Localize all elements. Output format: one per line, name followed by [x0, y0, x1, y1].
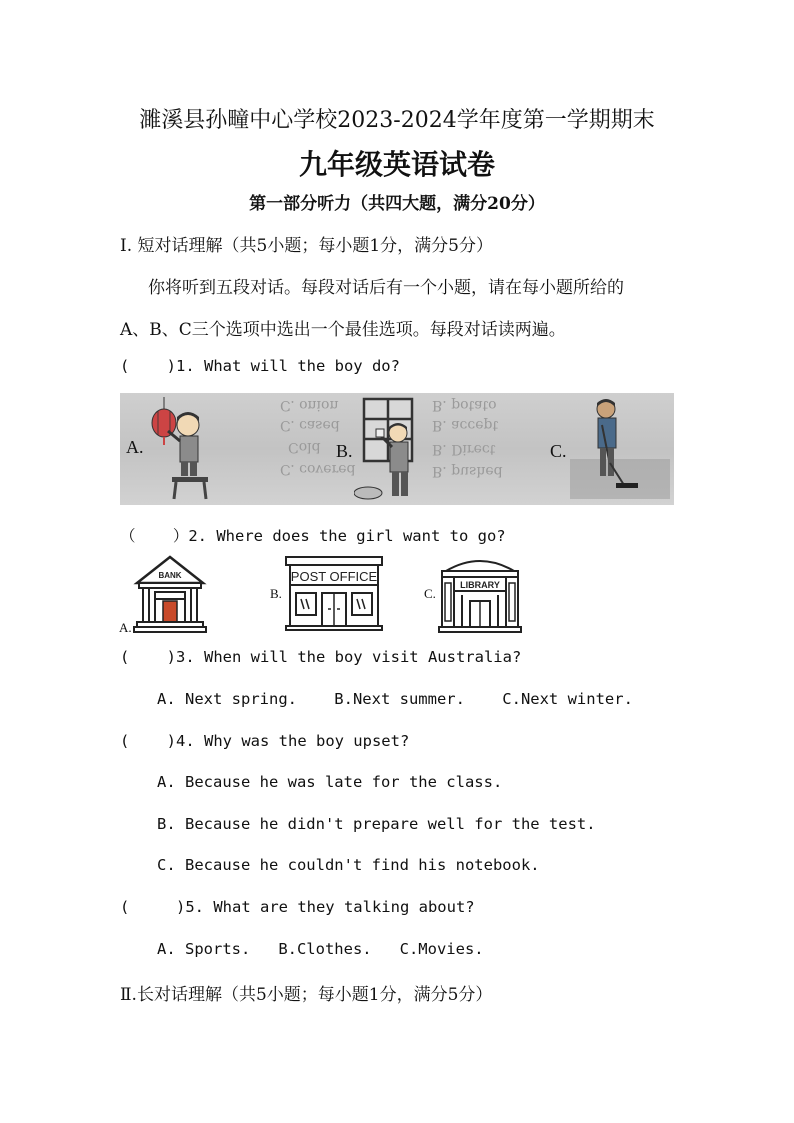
- q2-option-a-label: A.: [119, 620, 132, 635]
- q2-option-b-label: B.: [270, 586, 282, 601]
- ghost-text: B. potato: [432, 397, 497, 413]
- question-2-text: Where does the girl want to go?: [216, 527, 506, 545]
- q1-option-c-label: C.: [550, 441, 567, 461]
- q2-option-c-label: C.: [424, 586, 436, 601]
- question-3-text: When will the boy visit Australia?: [204, 648, 522, 666]
- post-office-sign: POST OFFICE: [290, 569, 378, 584]
- question-1: [120, 357, 400, 375]
- section1-heading: I. 短对话理解（共5小题；每小题1分，满分5分）: [120, 236, 493, 256]
- section1-instruction-line2: A、B、C三个选项中选出一个最佳选项。每段对话读两遍。: [120, 320, 566, 340]
- ghost-text: C. covered: [280, 461, 356, 477]
- ghost-text: C. onion: [280, 397, 339, 413]
- question-1-picture-strip: [120, 393, 674, 505]
- exam-title: 九年级英语试卷: [298, 148, 495, 181]
- boy-cleaning-window-illustration: [354, 397, 424, 503]
- question-3: [120, 648, 521, 666]
- boy-hanging-lantern-illustration: [148, 397, 218, 501]
- question-5-prefix: ( )5.: [120, 898, 214, 916]
- question-1-prefix: ( )1.: [120, 357, 204, 375]
- ghost-text: C. cased: [280, 417, 340, 433]
- question-4-text: Why was the boy upset?: [204, 732, 410, 750]
- question-1-text: What will the boy do?: [204, 357, 400, 375]
- question-5: [120, 898, 475, 916]
- bank-sign: BANK: [158, 571, 182, 580]
- school-title-line: 濉溪县孙疃中心学校2023-2024学年度第一学期期末: [139, 108, 655, 133]
- question-4-option-c: C. Because he couldn't find his notebook.: [157, 856, 540, 874]
- ghost-text: B. pushed: [432, 463, 503, 479]
- question-2: [120, 524, 506, 546]
- part-title: 第一部分听力（共四大题，满分20分）: [249, 194, 545, 214]
- section1-instruction-line1: 你将听到五段对话。每段对话后有一个小题，请在每小题所给的: [148, 278, 624, 298]
- ghost-text: Cold: [288, 439, 321, 455]
- q1-option-a-label: A.: [126, 437, 144, 457]
- section2-heading: Ⅱ.长对话理解（共5小题；每小题1分，满分5分）: [120, 985, 493, 1005]
- bank-building-icon: [133, 555, 207, 633]
- ghost-text: B. accept: [432, 417, 499, 433]
- library-sign: LIBRARY: [460, 580, 500, 590]
- ghost-text: B. Direct: [432, 441, 496, 457]
- question-5-options: A. Sports. B.Clothes. C.Movies.: [157, 940, 484, 958]
- question-5-text: What are they talking about?: [213, 898, 475, 916]
- post-office-building-icon: [284, 555, 384, 631]
- question-4: [120, 732, 409, 750]
- q1-option-b-label: B.: [336, 441, 353, 461]
- question-3-options: A. Next spring. B.Next summer. C.Next winter.: [157, 690, 633, 708]
- boy-mopping-floor-illustration: [560, 395, 670, 501]
- question-4-option-b: B. Because he didn't prepare well for the test.: [157, 815, 596, 833]
- question-2-prefix: （ ）2.: [120, 527, 217, 545]
- question-3-prefix: ( )3.: [120, 648, 204, 666]
- library-building-icon: [438, 555, 522, 633]
- question-4-prefix: ( )4.: [120, 732, 204, 750]
- question-4-option-a: A. Because he was late for the class.: [157, 773, 503, 791]
